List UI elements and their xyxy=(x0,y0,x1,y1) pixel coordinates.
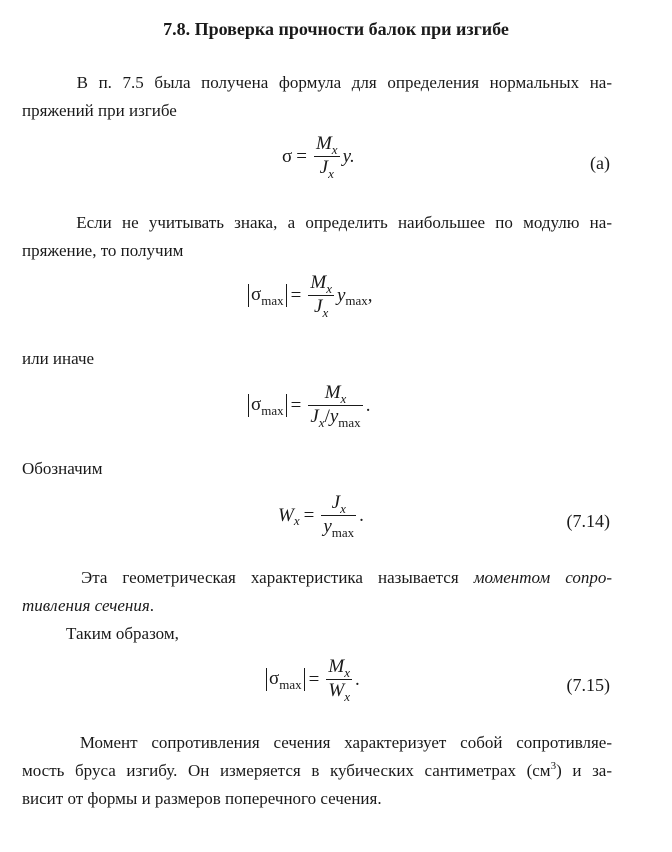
paragraph-moment: Момент сопротивления сечения характеризует собой сопротивляе- xyxy=(79,733,613,752)
paragraph-modulus-line2: пряжение, то получим xyxy=(22,241,184,260)
paragraph-denote: Обозначим xyxy=(22,459,103,478)
formula-tail: y. xyxy=(342,145,355,167)
formula-sigma xyxy=(282,133,355,180)
formula-equals: = xyxy=(296,145,307,167)
page-title: 7.8. Проверка прочности балок при изгибе xyxy=(163,19,509,39)
paragraph-moment-line3: висит от формы и размеров поперечного сечения. xyxy=(22,789,382,808)
paragraph-thus: Таким образом, xyxy=(66,624,179,643)
equation-number-7-15: (7.15) xyxy=(566,675,610,695)
paragraph-intro-line1: В п. 7.5 была получена формула для определения нормальных на- xyxy=(76,73,612,92)
formula-sigma-max-w: $\sigma_{max}$ = $\frac{M_x}{W_x}$ . xyxy=(266,656,360,703)
equation-number-a: (a) xyxy=(590,153,610,173)
paragraph-modulus-line1: Если не учитывать знака, а определить наибольшее по модулю на- xyxy=(76,213,612,232)
paragraph-geometric-line2: тивления сечения. xyxy=(22,596,155,615)
formula-fraction: $\frac{M_x}{J_x}$ xyxy=(315,133,338,181)
paragraph-intro-line2: пряжений при изгибе xyxy=(22,101,177,120)
equation-number-7-14: (7.14) xyxy=(566,511,610,531)
formula-sigma-max-2: $\sigma_{max}$ = $\frac{M_x}{J_x/y_{max}}$ . xyxy=(248,382,370,429)
formula-sigma-max-1: $\sigma_{max}$ = $\frac{M_x}{J_x}$ y max , xyxy=(248,272,373,319)
paragraph-otherwise: или иначе xyxy=(22,349,95,368)
formula-sigma-symbol: σ xyxy=(282,145,293,167)
formula-w: W x = $\frac{J_x}{y_{max}}$ . xyxy=(278,492,364,540)
paragraph-geometric: Эта геометрическая характеристика называется моментом сопро- xyxy=(81,568,612,587)
paragraph-moment-line2: мость бруса изгибу. Он измеряется в кубических сантиметрах $(см^3)$ и за- xyxy=(22,760,612,780)
